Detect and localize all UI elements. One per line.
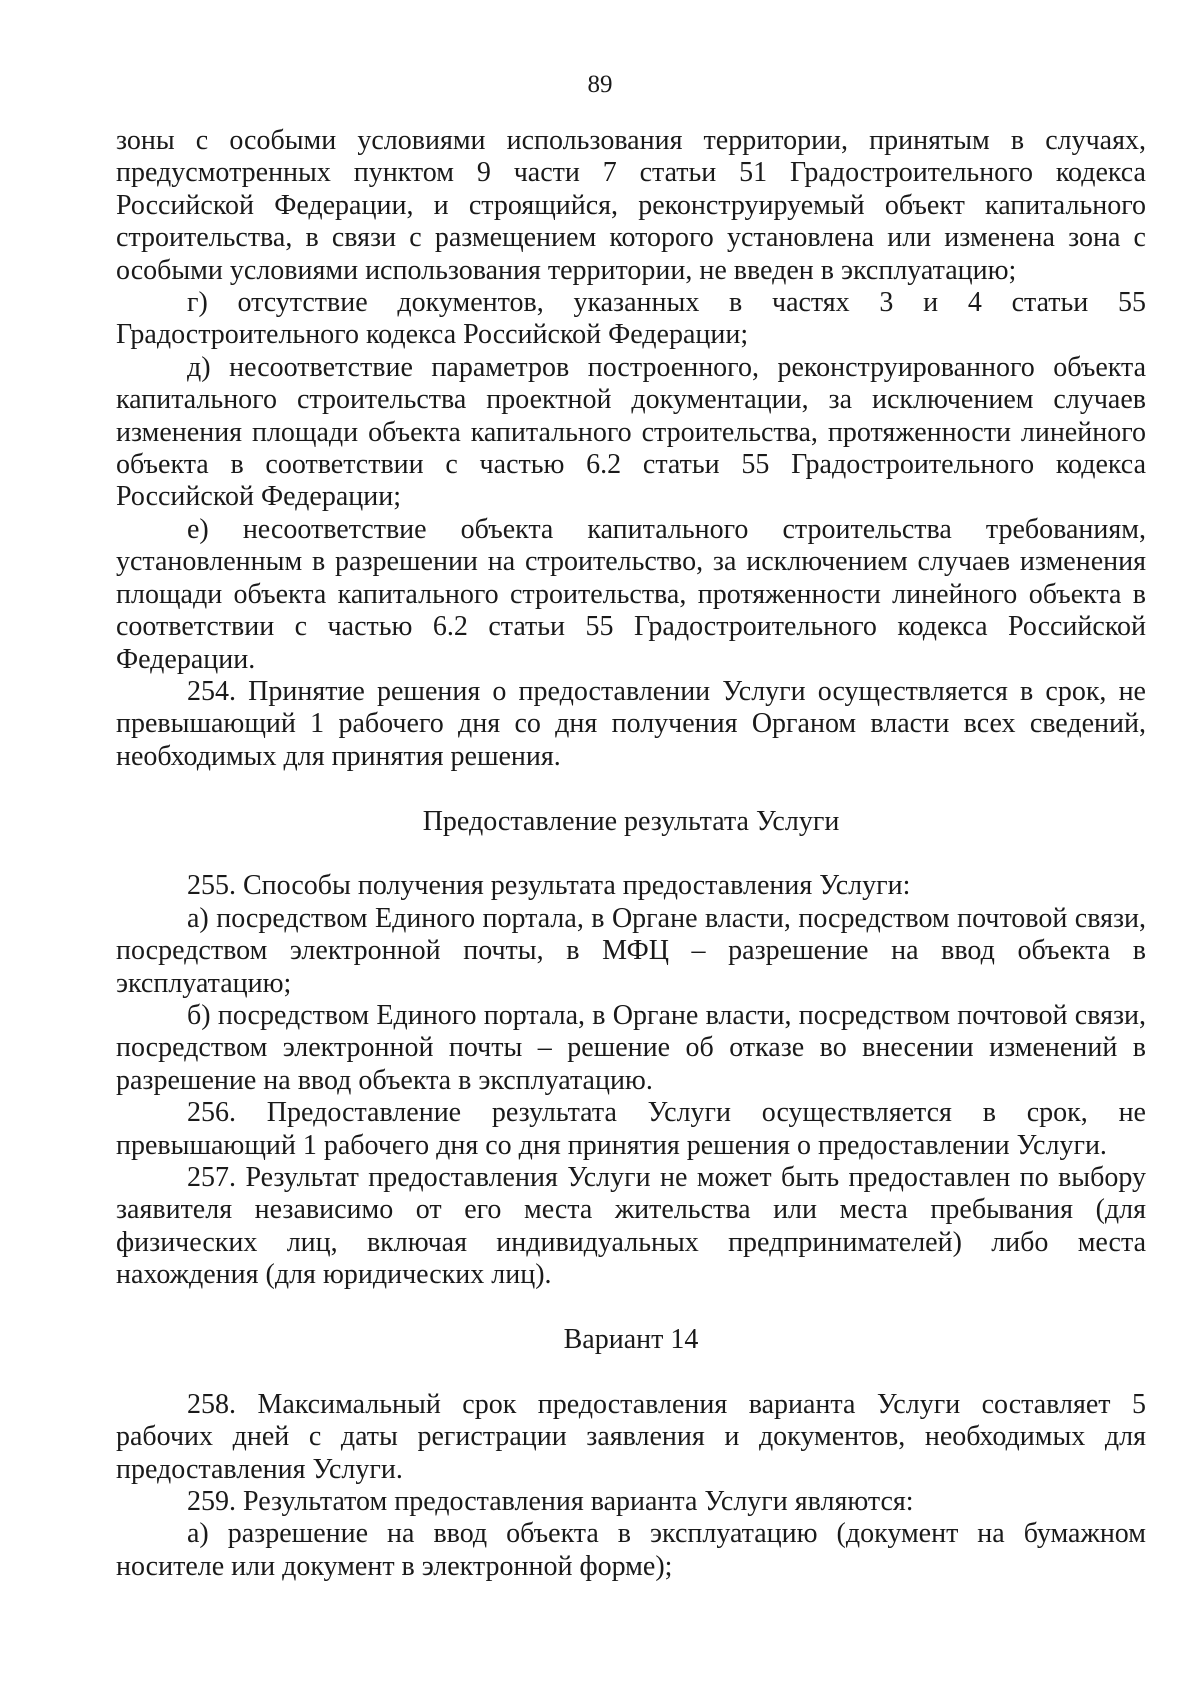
paragraph-257: 257. Результат предоставления Услуги не может быть предоставлен по выбору заявителя независимо от его места жительства или места пребывания (для физических лиц, включая индивидуальных предпринимателей) либо места нахождения (для юридических лиц). (116, 1161, 1146, 1291)
spacer (116, 773, 1146, 805)
paragraph-256: 256. Предоставление результата Услуги осуществляется в срок, не превышающий 1 рабочего дня со дня принятия решения о предоставлении Услуги. (116, 1097, 1146, 1161)
spacer (116, 838, 1146, 870)
paragraph-item-d: д) несоответствие параметров построенного, реконструированного объекта капитального строительства проектной документации, за исключением случаев изменения площади объекта капитального строительства, протяженности линейного объекта в соответствии с частью 6.2 статьи 55 Градостроительного кодекса Российской Федерации; (116, 351, 1146, 513)
paragraph-255-b: б) посредством Единого портала, в Органе власти, посредством почтовой связи, посредством электронной почты – решение об отказе во внесении изменений в разрешение на ввод объекта в эксплуатацию. (116, 999, 1146, 1096)
document-body (116, 125, 1146, 1583)
paragraph-item-g: г) отсутствие документов, указанных в частях 3 и 4 статьи 55 Градостроительного кодекса Российской Федерации; (116, 287, 1146, 351)
spacer (116, 1292, 1146, 1324)
paragraph-259-a: а) разрешение на ввод объекта в эксплуатацию (документ на бумажном носителе или документ в электронной форме); (116, 1518, 1146, 1582)
section-heading-variant-14: Вариант 14 (563, 1323, 699, 1355)
section-heading-result: Предоставление результата Услуги (422, 805, 840, 837)
paragraph-item-e: е) несоответствие объекта капитального строительства требованиям, установленным в разрешении на строительство, за исключением случаев изменения площади объекта капитального строительства, протяженности линейного объекта в соответствии с частью 6.2 статьи 55 Градостроительного кодекса Российской Федерации. (116, 513, 1146, 675)
paragraph-255: 255. Способы получения результата предоставления Услуги: (187, 870, 911, 902)
paragraph-259: 259. Результатом предоставления варианта Услуги являются: (187, 1486, 914, 1517)
paragraph-255-a: а) посредством Единого портала, в Органе власти, посредством почтовой связи, посредством электронной почты, в МФЦ – разрешение на ввод объекта в эксплуатацию; (116, 902, 1146, 999)
paragraph-zone-continuation: зоны с особыми условиями использования территории, принятым в случаях, предусмотренных пунктом 9 части 7 статьи 51 Градостроительного кодекса Российской Федерации, и строящийся, реконструируемый объект капитального строительства, в связи с размещением которого установлена или изменена зона с особыми условиями использования территории, не введен в эксплуатацию; (116, 125, 1146, 286)
paragraph-254: 254. Принятие решения о предоставлении Услуги осуществляется в срок, не превышающий 1 рабочего дня со дня получения Органом власти всех сведений, необходимых для принятия решения. (116, 675, 1146, 772)
page-number: 89 (587, 71, 613, 98)
spacer (116, 1356, 1146, 1388)
paragraph-258: 258. Максимальный срок предоставления варианта Услуги составляет 5 рабочих дней с даты регистрации заявления и документов, необходимых для предоставления Услуги. (116, 1388, 1146, 1485)
